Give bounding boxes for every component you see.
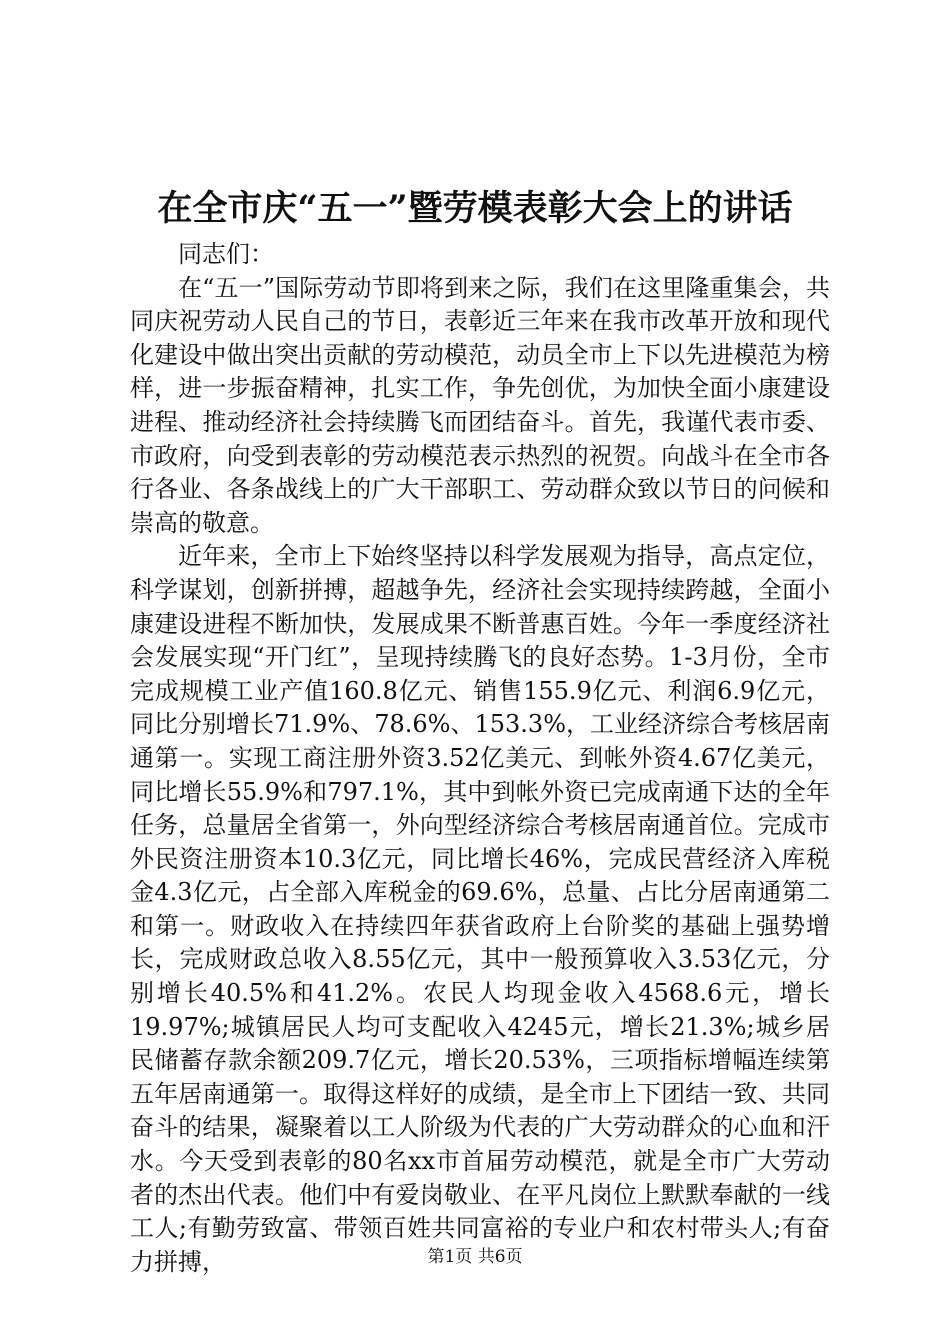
salutation: 同志们：: [178, 240, 274, 268]
paragraph-2: 近年来，全市上下始终坚持以科学发展观为指导，高点定位，科学谋划，创新拼搏，超越争先，经济社会实现持续跨越，全面小康建设进程不断加快，发展成果不断普惠百姓。今年一季度经济社会发展实现“开门红”，呈现持续腾飞的良好态势。1-3月份，全市完成规模工业产值160.8亿元、销售155.9亿元、利润6.9亿元，同比分别增长71.9%、78.6%、153.3%，工业经济综合考核居南通第一。实现工商注册外资3.52亿美元、到帐外资4.67亿美元，同比增长55.9%和797.1%，其中到帐外资已完成南通下达的全年任务，总量居全省第一，外向型经济综合考核居南通首位。完成市外民资注册资本10.3亿元，同比增长46%，完成民营经济入库税金4.3亿元，占全部入库税金的69.6%，总量、占比分居南通第二和第一。财政收入在持续四年获省政府上台阶奖的基础上强势增长，完成财政总收入8.55亿元，其中一般预算收入3.53亿元，分别增长40.5%和41.2%。农民人均现金收入4568.6元，增长19.97%;城镇居民人均可支配收入4245元，增长21.3%;城乡居民储蓄存款余额209.7亿元，增长20.53%，三项指标增幅连续第五年居南通第一。取得这样好的成绩，是全市上下团结一致、共同奋斗的结果，凝聚着以工人阶级为代表的广大劳动群众的心血和汗水。今天受到表彰的80名xx市首届劳动模范，就是全市广大劳动者的杰出代表。他们中有爱岗敬业、在平凡岗位上默默奉献的一线工人;有勤劳致富、带领百姓共同富裕的专业户和农村带头人;有奋力拼搏，: [130, 542, 830, 1276]
paragraph-1: 在“五一”国际劳动节即将到来之际，我们在这里隆重集会，共同庆祝劳动人民自己的节日，表彰近三年来在我市改革开放和现代化建设中做出突出贡献的劳动模范，动员全市上下以先进模范为榜样，进一步振奋精神，扎实工作，争先创优，为加快全面小康建设进程、推动经济社会持续腾飞而团结奋斗。首先，我谨代表市委、市政府，向受到表彰的劳动模范表示热烈的祝贺。向战斗在全市各行各业、各条战线上的广大干部职工、劳动群众致以节日的问候和崇高的敬意。: [130, 273, 830, 537]
page-number-footer: 第1页 共6页: [427, 1247, 523, 1267]
document-body: [130, 238, 830, 1279]
document-title: 在全市庆“五一”暨劳模表彰大会上的讲话: [157, 188, 793, 229]
